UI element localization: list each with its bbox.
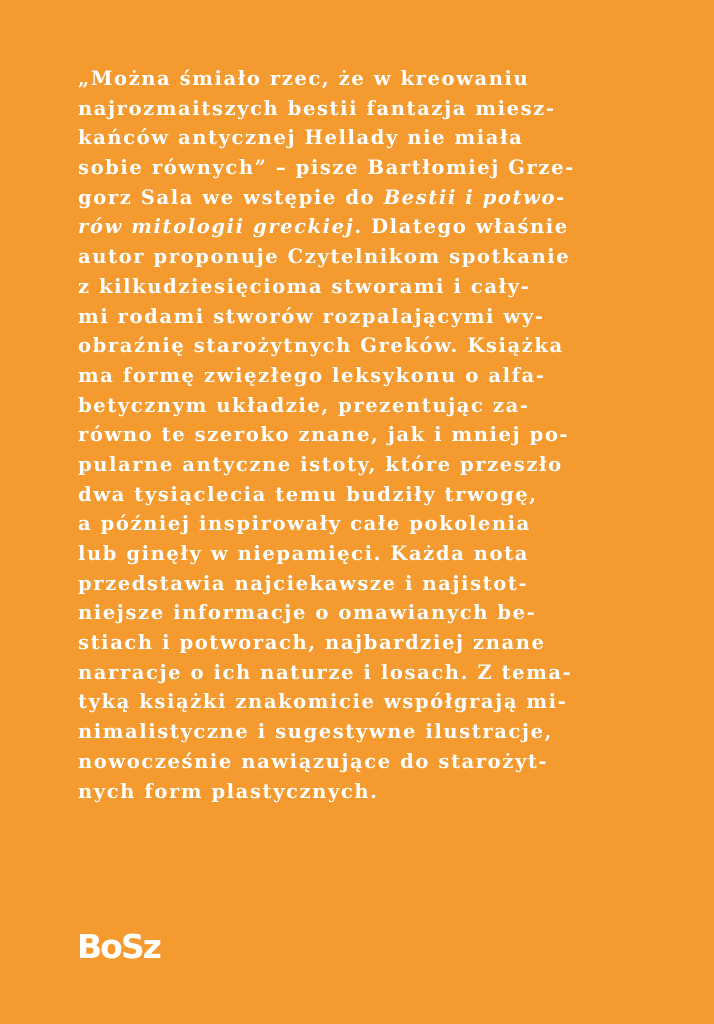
description-line <box>78 509 678 539</box>
description-line <box>78 539 678 569</box>
description-text: niejsze informacje o omawianych be- <box>78 601 537 625</box>
description-text: najrozmaitszych bestii fantazja miesz- <box>78 96 556 120</box>
description-text: mi rodami stworów rozpalającymi wy- <box>78 304 545 328</box>
description-line <box>78 272 678 302</box>
description-line <box>78 302 678 332</box>
description-line <box>78 123 678 153</box>
description-text: autor proponuje Czytelnikom spotkanie <box>78 245 571 269</box>
description-text: lub ginęły w niepamięci. Każda nota <box>78 542 529 565</box>
description-line <box>78 94 678 124</box>
description-line <box>78 391 678 421</box>
description-line <box>78 153 678 183</box>
description-text: nimalistyczne i sugestywne ilustracje, <box>78 720 553 744</box>
book-title-italic: Bestii i potwo- <box>383 185 566 209</box>
description-text: równo te szeroko znane, jak i mniej po- <box>78 423 570 447</box>
description-line <box>78 717 678 747</box>
description-text: obraźnię starożytnych Greków. Książka <box>78 334 564 358</box>
description-line <box>78 687 678 717</box>
description-text: „Można śmiało rzec, że w kreowaniu <box>78 67 530 90</box>
description-line <box>78 331 678 361</box>
description-text: nych form plastycznych. <box>78 779 379 803</box>
description-text: nowocześnie nawiązujące do starożyt- <box>78 749 549 773</box>
cover-description <box>78 64 678 806</box>
description-text: gorz Sala we wstępie do <box>78 185 384 209</box>
description-line <box>78 628 678 658</box>
description-line <box>78 569 678 599</box>
description-line <box>78 242 678 272</box>
description-text: sobie równych” – pisze Bartłomiej Grze- <box>78 156 575 180</box>
description-line <box>78 183 678 213</box>
description-text: ma formę zwięzłego leksykonu o alfa- <box>78 363 546 387</box>
description-line <box>78 64 678 94</box>
description-line <box>78 361 678 391</box>
description-text: stiach i potworach, najbardziej znane <box>78 631 546 655</box>
description-line <box>78 598 678 628</box>
publisher-logo: BoSz <box>77 927 160 966</box>
description-text: pularne antyczne istoty, które przeszło <box>78 452 563 476</box>
description-text: z kilkudziesięcioma stworami i cały- <box>78 274 531 298</box>
description-line <box>78 480 678 510</box>
description-line <box>78 450 678 480</box>
description-line <box>78 747 678 777</box>
description-text: tyką książki znakomicie współgrają mi- <box>78 690 568 714</box>
description-text: a później inspirowały całe pokolenia <box>78 512 531 536</box>
description-text: narracje o ich naturze i losach. Z tema- <box>78 660 573 684</box>
description-line <box>78 658 678 688</box>
description-text: kańców antycznej Hellady nie miała <box>78 126 524 150</box>
description-text: dwa tysiąclecia temu budziły trwogę, <box>78 482 538 506</box>
description-text: betycznym układzie, prezentując za- <box>78 393 530 417</box>
book-title-italic: rów mitologii greckiej <box>78 215 355 239</box>
description-text: przedstawia najciekawsze i najistot- <box>78 571 529 595</box>
description-line <box>78 420 678 450</box>
description-text: . Dlatego właśnie <box>354 215 569 239</box>
description-line <box>78 212 678 242</box>
description-line <box>78 777 678 807</box>
